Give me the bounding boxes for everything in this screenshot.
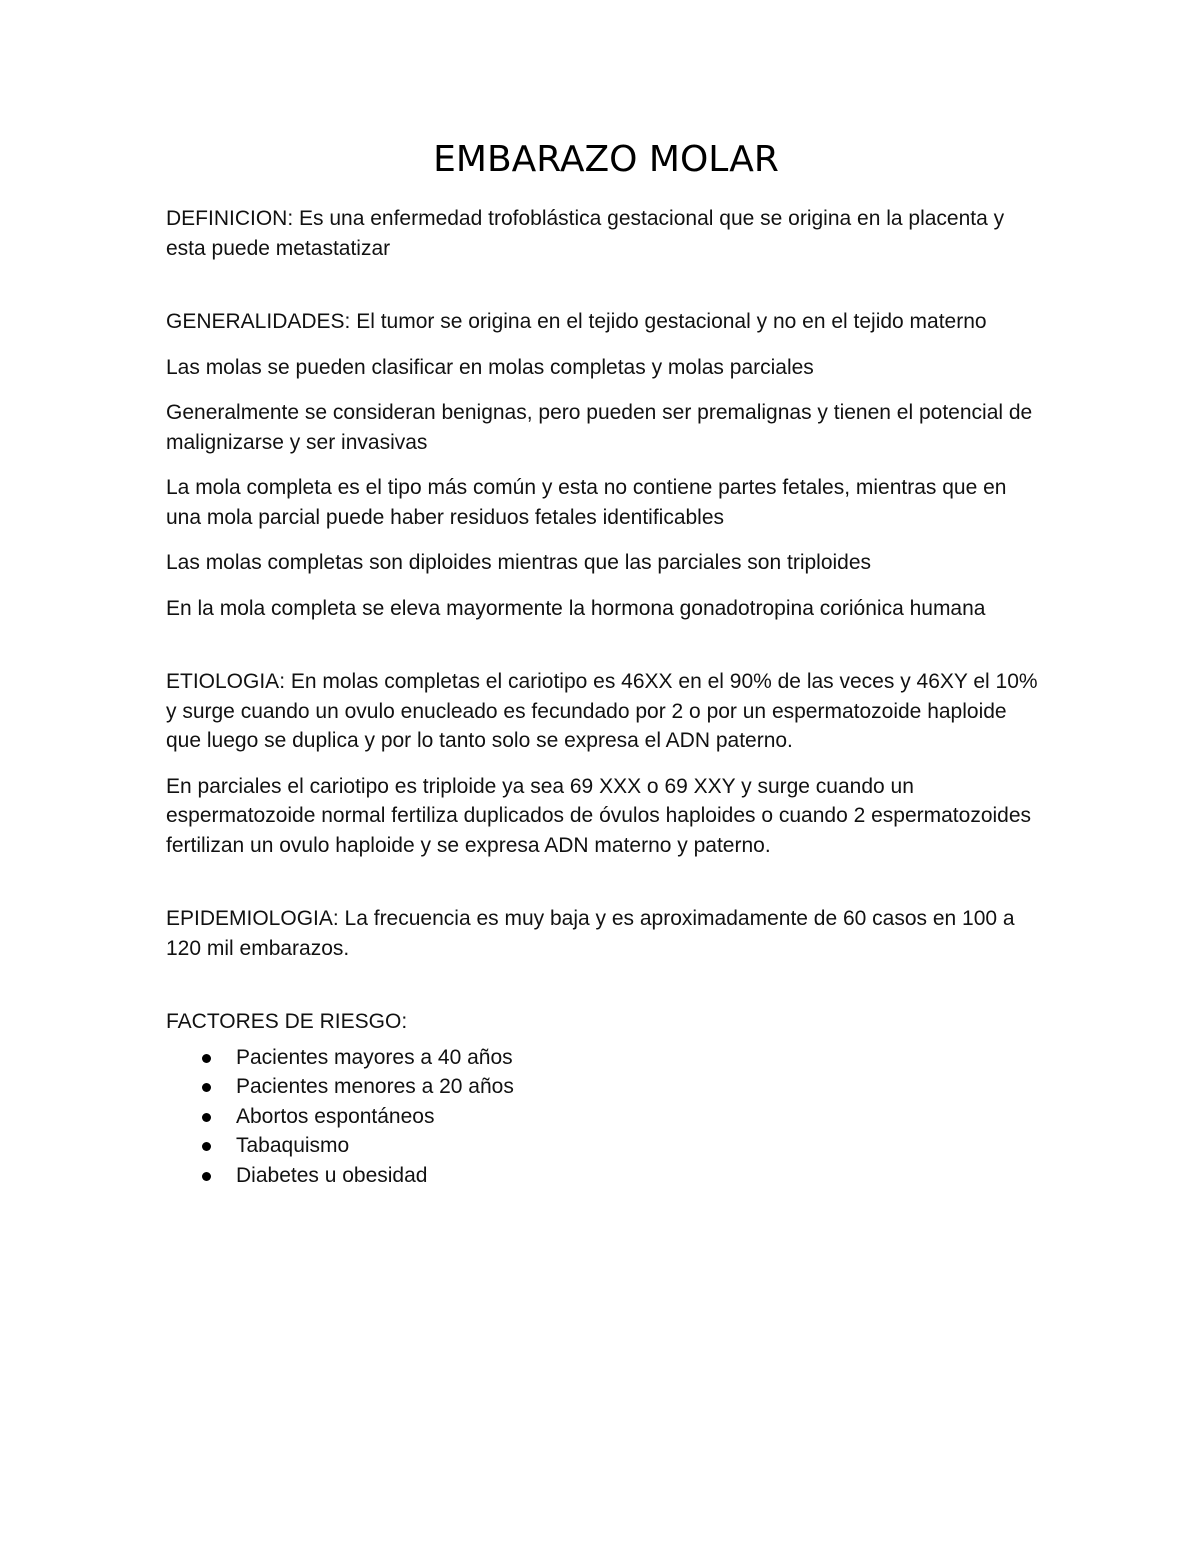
- list-item-text: Pacientes mayores a 40 años: [236, 1045, 513, 1069]
- document-title: EMBARAZO MOLAR: [433, 139, 779, 180]
- bullet-icon: [202, 1172, 211, 1181]
- bullet-icon: [202, 1113, 211, 1122]
- list-item-text: Pacientes menores a 20 años: [236, 1075, 514, 1098]
- epidemiologia-paragraph: EPIDEMIOLOGIA: La frecuencia es muy baja y es aproximadamente de 60 casos en 100 a 120 mil embarazos.: [166, 907, 1015, 960]
- etiologia-paragraph-2: En parciales el cariotipo es triploide ya sea 69 XXX o 69 XXY y surge cuando un espermatozoide normal fertiliza duplicados de óvulos haploides o cuando 2 espermatozoides fertilizan un ovulo haploide y se expresa ADN materno y paterno.: [166, 774, 1032, 857]
- list-item-text: Diabetes u obesidad: [236, 1163, 428, 1187]
- definicion-paragraph: DEFINICION: Es una enfermedad trofoblástica gestacional que se origina en la placenta y esta puede metastatizar: [166, 207, 1005, 260]
- bullet-icon: [202, 1083, 211, 1092]
- bullet-icon: [202, 1054, 211, 1063]
- list-item-text: Abortos espontáneos: [236, 1104, 435, 1128]
- risk-factor-list: [166, 1043, 1046, 1191]
- generalidades-point: La mola completa es el tipo más común y esta no contiene partes fetales, mientras que en una mola parcial puede haber residuos fetales identificables: [166, 476, 1007, 529]
- list-item: [166, 1131, 1046, 1161]
- generalidades-point: En la mola completa se eleva mayormente la hormona gonadotropina coriónica humana: [166, 596, 986, 620]
- list-item: [166, 1161, 1046, 1191]
- generalidades-paragraph: GENERALIDADES: El tumor se origina en el tejido gestacional y no en el tejido materno: [166, 310, 987, 333]
- etiologia-paragraph: ETIOLOGIA: En molas completas el cariotipo es 46XX en el 90% de las veces y 46XY el 10% y surge cuando un ovulo enucleado es fecundado por 2 o por un espermatozoide haploide que luego se duplica y por lo tanto solo se expresa el ADN paterno.: [166, 670, 1038, 752]
- list-item: [166, 1043, 1046, 1073]
- list-item: [166, 1072, 1046, 1102]
- list-item: [166, 1102, 1046, 1132]
- bullet-icon: [202, 1142, 211, 1151]
- generalidades-point: Generalmente se consideran benignas, pero pueden ser premalignas y tienen el potencial de malignizarse y ser invasivas: [166, 401, 1033, 454]
- list-item-text: Tabaquismo: [236, 1134, 350, 1157]
- document-body: [166, 136, 1046, 1190]
- generalidades-point: Las molas se pueden clasificar en molas completas y molas parciales: [166, 355, 814, 379]
- generalidades-point: Las molas completas son diploides mientras que las parciales son triploides: [166, 551, 872, 574]
- factores-heading: FACTORES DE RIESGO:: [166, 1010, 408, 1033]
